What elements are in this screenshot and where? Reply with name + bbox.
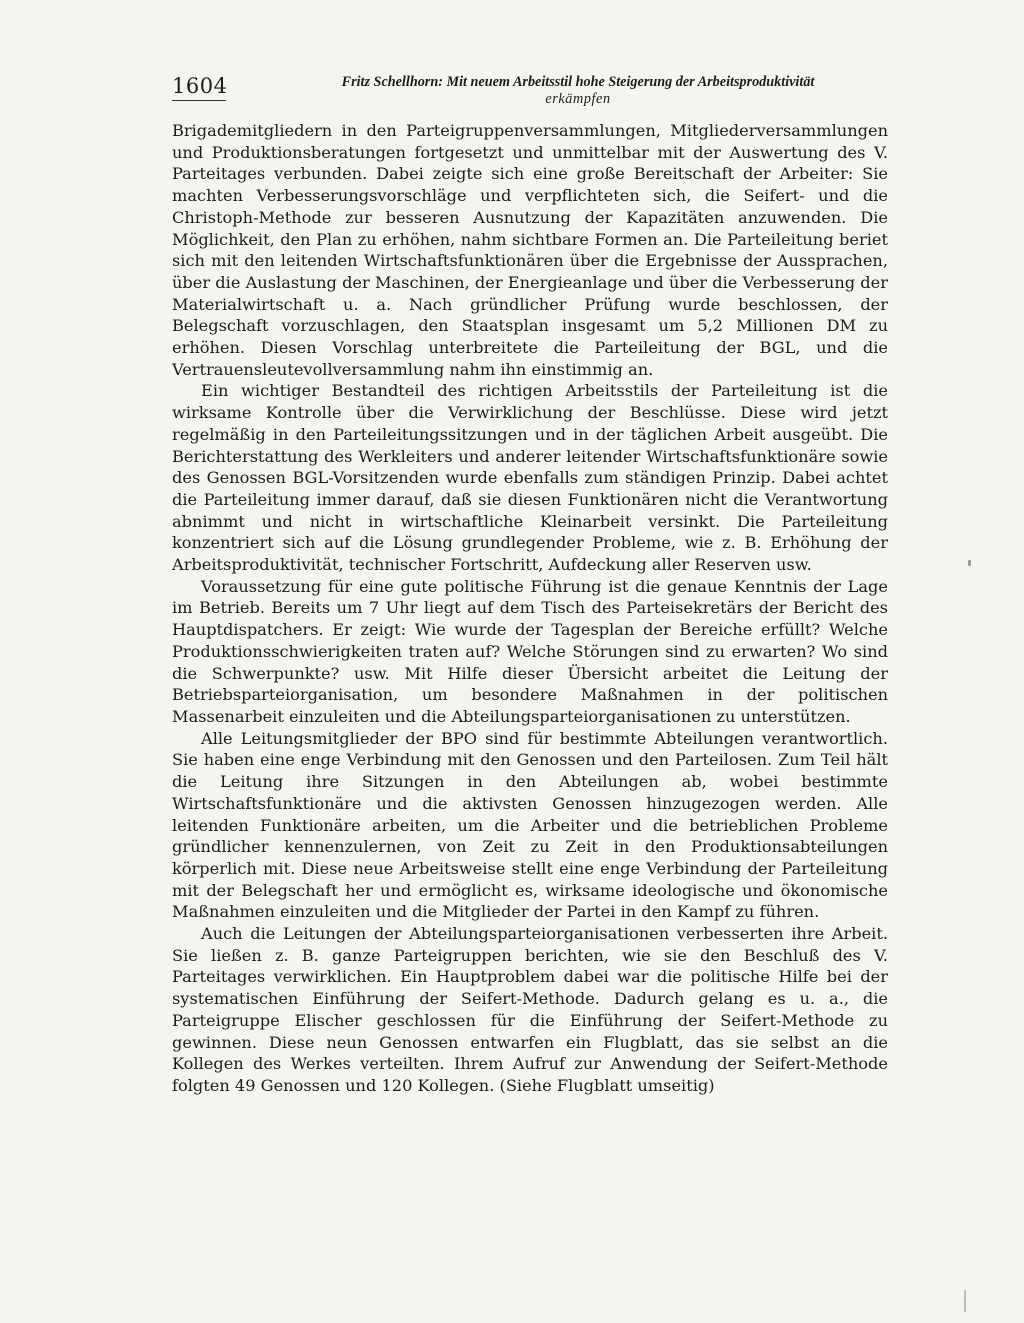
body-text [172,120,888,1097]
paragraph-1: Brigademitgliedern in den Parteigruppenversammlungen, Mitgliederversammlungen und Produktionsberatungen fortgesetzt und unmittelbar mit der Auswertung des V. Parteitages verbunden. Dabei zeigte sich eine große Bereitschaft der Arbeiter: Sie machten Verbesserungsvorschläge und verpflichteten sich, die Seifert- und die Christoph-Methode zur besseren Ausnutzung der Kapazitäten anzuwenden. Die Möglichkeit, den Plan zu erhöhen, nahm sichtbare Formen an. Die Parteileitung beriet sich mit den leitenden Wirtschaftsfunktionären über die Ergebnisse der Aussprachen, über die Auslastung der Maschinen, der Energieanlage und über die Verbesserung der Materialwirtschaft u. a. Nach gründlicher Prüfung wurde beschlossen, der Belegschaft vorzuschlagen, den Staatsplan insgesamt um 5,2 Millionen DM zu erhöhen. Diesen Vorschlag unterbreitete die Parteileitung der BGL, und die Vertrauensleutevollversammlung nahm ihn einstimmig an. [172,121,888,379]
running-head-line-1: Fritz Schellhorn: Mit neuem Arbeitsstil hohe Steigerung der Arbeitsproduktivität [341,74,815,90]
scan-speck [964,1290,966,1312]
paragraph-4: Alle Leitungsmitglieder der BPO sind für bestimmte Abteilungen verantwortlich. Sie haben eine enge Verbindung mit den Genossen und den Parteilosen. Zum Teil hält die Leitung ihre Sitzungen in den Abteilungen ab, wobei bestimmte Wirtschaftsfunktionäre und die aktivsten Genossen hinzugezogen werden. Alle leitenden Funktionäre arbeiten, um die Arbeiter und die betrieblichen Probleme gründlicher kennenzulernen, von Zeit zu Zeit in den Produktionsabteilungen körperlich mit. Diese neue Arbeitsweise stellt eine enge Verbindung der Parteileitung mit der Belegschaft her und ermöglicht es, wirksame ideologische und ökonomische Maßnahmen einzuleiten und die Mitglieder der Partei in den Kampf zu führen. [172,728,888,922]
paragraph-3: Voraussetzung für eine gute politische Führung ist die genaue Kenntnis der Lage im Betrieb. Bereits um 7 Uhr liegt auf dem Tisch des Parteisekretärs der Bericht des Hauptdispatchers. Er zeigt: Wie wurde der Tagesplan der Bereiche erfüllt? Welche Produktionsschwierigkeiten traten auf? Welche Störungen sind zu erwarten? Wo sind die Schwerpunkte? usw. Mit Hilfe dieser Übersicht arbeitet die Leitung der Betriebsparteiorganisation, um besondere Maßnahmen in der politischen Massenarbeit einzuleiten und die Abteilungsparteiorganisationen zu unterstützen. [172,576,888,726]
running-head [258,74,898,108]
running-head-line-2: erkämpfen [545,91,611,107]
page-header [172,72,892,108]
scan-speck [968,560,971,566]
header-rule [172,100,226,101]
page-number: 1604 [172,74,228,98]
paragraph-5: Auch die Leitungen der Abteilungsparteiorganisationen verbesserten ihre Arbeit. Sie ließen z. B. ganze Parteigruppen berichten, wie sie den Beschluß des V. Parteitages verwirklichen. Ein Hauptproblem dabei war die politische Hilfe bei der systematischen Einführung der Seifert-Methode. Dadurch gelang es u. a., die Parteigruppe Elischer geschlossen für die Einführung der Seifert-Methode zu gewinnen. Diese neun Genossen entwarfen ein Flugblatt, das sie selbst an die Kollegen des Werkes verteilten. Ihrem Aufruf zur Anwendung der Seifert-Methode folgten 49 Genossen und 120 Kollegen. (Siehe Flugblatt umseitig) [172,924,888,1095]
paragraph-2: Ein wichtiger Bestandteil des richtigen Arbeitsstils der Parteileitung ist die wirksame Kontrolle über die Verwirklichung der Beschlüsse. Diese wird jetzt regelmäßig in den Parteileitungssitzungen und in der täglichen Arbeit ausgeübt. Die Berichterstattung des Werkleiters und anderer leitender Wirtschaftsfunktionäre sowie des Genossen BGL-Vorsitzenden wurde ebenfalls zum ständigen Prinzip. Dabei achtet die Parteileitung immer darauf, daß sie diesen Funktionären nicht die Verantwortung abnimmt und nicht in wirtschaftliche Kleinarbeit versinkt. Die Parteileitung konzentriert sich auf die Lösung grundlegender Probleme, wie z. B. Erhöhung der Arbeitsproduktivität, technischer Fortschritt, Aufdeckung aller Reserven usw. [172,381,888,575]
